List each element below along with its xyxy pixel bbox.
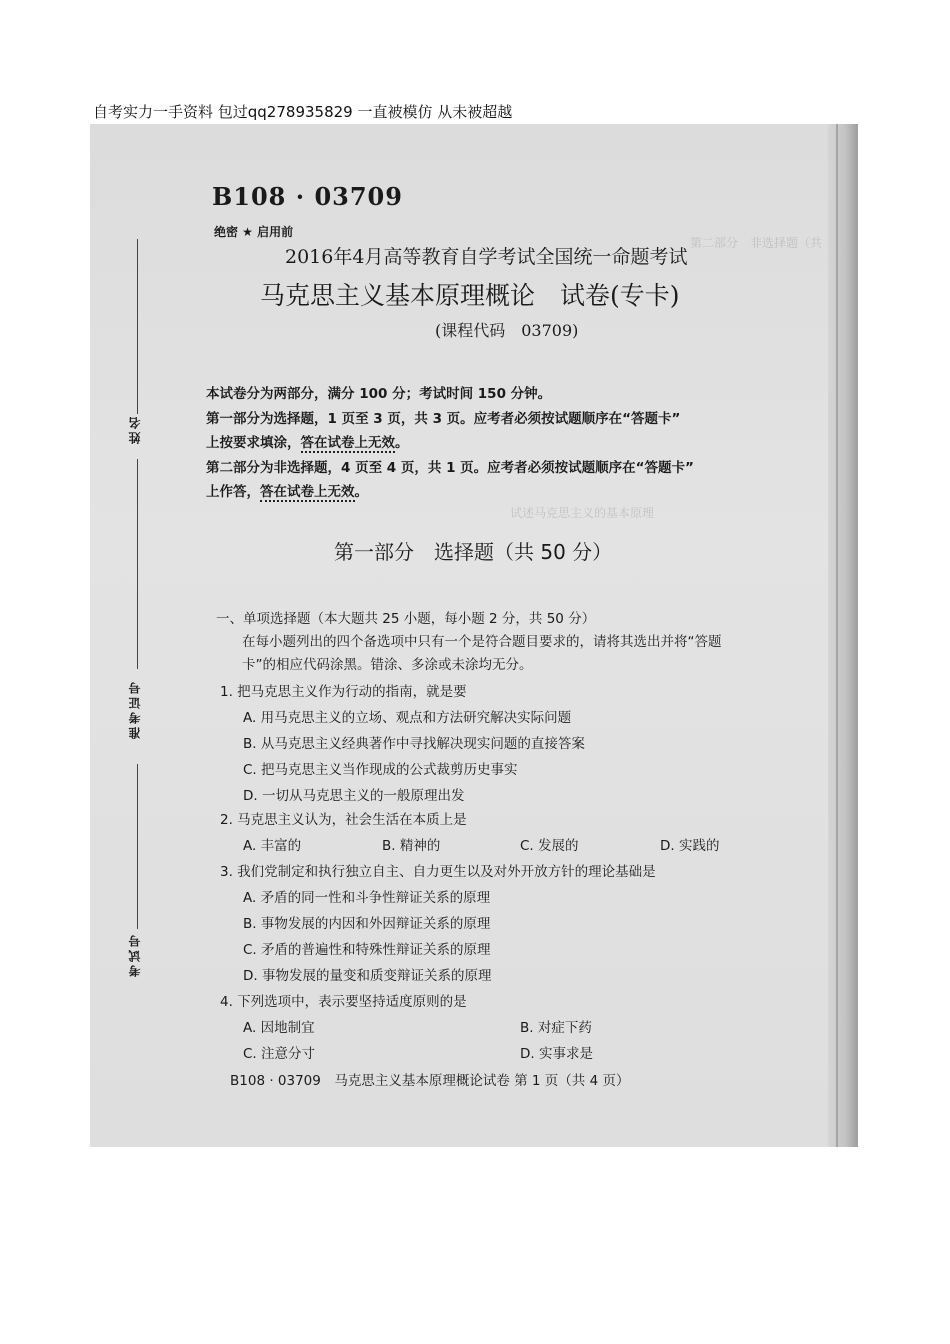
question-4-option-b: B. 对症下药 <box>520 1020 592 1036</box>
instruction-line: 第二部分为非选择题，4 页至 4 页，共 1 页。应考者必须按试题顺序在“答题卡” <box>206 459 694 476</box>
question-1-option-a: A. 用马克思主义的立场、观点和方法研究解决实际问题 <box>243 710 572 726</box>
exam-title: 2016年4月高等教育自学考试全国统一命题考试 <box>285 246 688 268</box>
instruction-line: 本试卷分为两部分，满分 100 分；考试时间 150 分钟。 <box>206 386 552 402</box>
confidential-mark: 绝密 ★ 启用前 <box>214 225 294 239</box>
question-4-option-a: A. 因地制宜 <box>243 1020 315 1036</box>
question-4-option-c: C. 注意分寸 <box>243 1046 316 1062</box>
section-heading <box>216 608 722 677</box>
paper-fold-line <box>836 124 838 1147</box>
question-3-option-b: B. 事物发展的内因和外因辩证关系的原理 <box>243 916 491 932</box>
question-1-option-b: B. 从马克思主义经典著作中寻找解决现实问题的直接答案 <box>243 736 585 752</box>
section-title: 一、单项选择题（本大题共 25 小题，每小题 2 分，共 50 分） <box>216 611 596 627</box>
paper-edge-shadow <box>828 124 858 1147</box>
exam-instructions <box>206 382 694 505</box>
question-2-option-a: A. 丰富的 <box>243 838 302 854</box>
question-3-stem: 3. 我们党制定和执行独立自主、自力更生以及对外开放方针的理论基础是 <box>220 864 656 880</box>
binding-line <box>137 239 138 414</box>
binding-line <box>137 459 138 669</box>
bleed-through-text: 第二部分 非选择题（共 <box>690 236 823 250</box>
question-4-stem: 4. 下列选项中，表示要坚持适度原则的是 <box>220 994 467 1010</box>
section-instruction: 卡”的相应代码涂黑。错涂、多涂或未涂均无分。 <box>242 657 533 673</box>
admission-number-label: 准考证号 <box>128 679 142 739</box>
exam-paper-photo <box>90 124 858 1147</box>
course-code: (课程代码 03709) <box>435 321 579 340</box>
question-2-option-d: D. 实践的 <box>660 838 720 854</box>
seat-number-label: 考试号 <box>128 932 142 977</box>
question-3-option-d: D. 事物发展的量变和质变辩证关系的原理 <box>243 968 492 984</box>
question-1-stem: 1. 把马克思主义作为行动的指南，就是要 <box>220 684 467 700</box>
binding-line <box>137 764 138 929</box>
question-1-option-c: C. 把马克思主义当作现成的公式裁剪历史事实 <box>243 762 518 778</box>
question-2-option-b: B. 精神的 <box>382 838 441 854</box>
question-2-option-c: C. 发展的 <box>520 838 579 854</box>
instruction-line: 上按要求填涂，答在试卷上无效。 <box>206 435 409 451</box>
question-3-option-a: A. 矛盾的同一性和斗争性辩证关系的原理 <box>243 890 491 906</box>
question-3-option-c: C. 矛盾的普遍性和特殊性辩证关系的原理 <box>243 942 491 958</box>
subject-title: 马克思主义基本原理概论 试卷(专卡) <box>260 281 680 310</box>
paper-code: B108 · 03709 <box>212 182 403 211</box>
part-one-title: 第一部分 选择题（共 50 分） <box>334 540 613 564</box>
name-label: 姓名 <box>128 414 142 444</box>
question-4-option-d: D. 实事求是 <box>520 1046 593 1062</box>
instruction-line: 上作答，答在试卷上无效。 <box>206 484 368 500</box>
page-footer: B108 · 03709 马克思主义基本原理概论试卷 第 1 页（共 4 页） <box>230 1073 630 1089</box>
instruction-line: 第一部分为选择题，1 页至 3 页，共 3 页。应考者必须按试题顺序在“答题卡” <box>206 410 681 427</box>
header-note: 自考实力一手资料 包过qq278935829 一直被模仿 从未被超越 <box>93 103 513 121</box>
question-2-stem: 2. 马克思主义认为，社会生活在本质上是 <box>220 812 467 828</box>
emphasis-text: 答在试卷上无效 <box>300 435 395 451</box>
bleed-through-text: 试述马克思主义的基本原理 <box>510 506 655 520</box>
section-instruction: 在每小题列出的四个备选项中只有一个是符合题目要求的，请将其选出并将“答题 <box>242 634 722 650</box>
question-1-option-d: D. 一切从马克思主义的一般原理出发 <box>243 788 465 804</box>
emphasis-text: 答在试卷上无效 <box>260 484 355 500</box>
